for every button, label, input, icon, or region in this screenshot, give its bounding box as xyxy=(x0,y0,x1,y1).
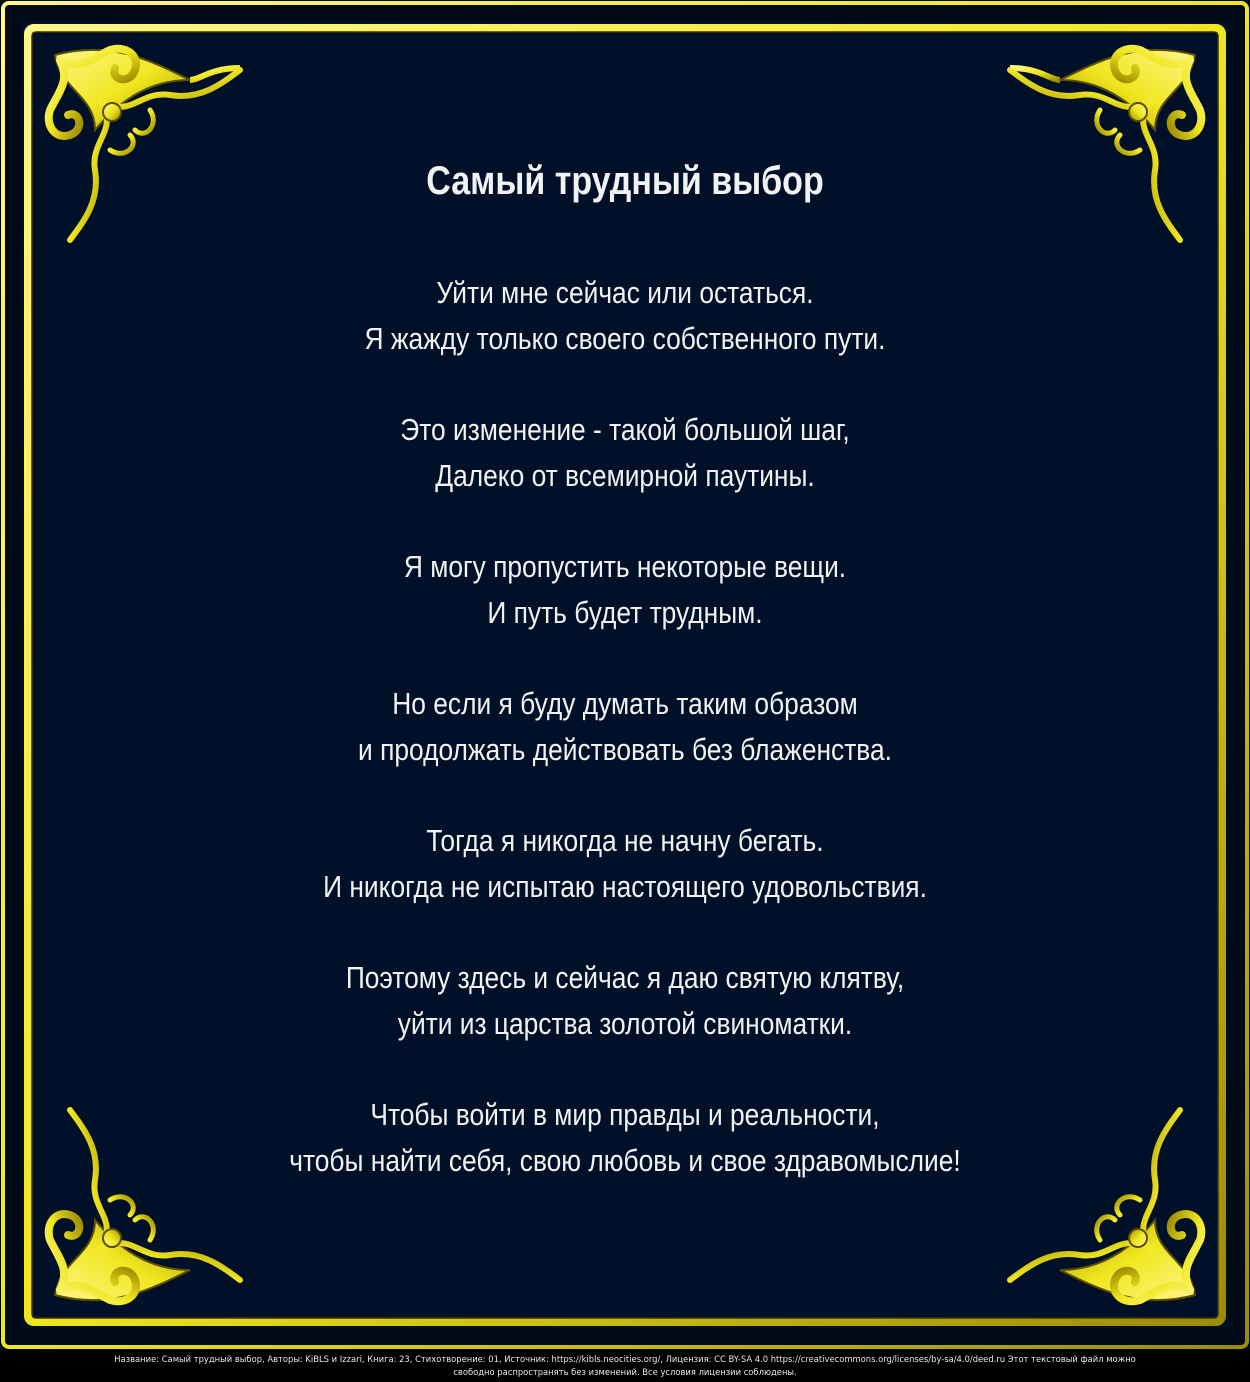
footer-line-2: свободно распространять без изменений. Все условия лицензии соблюдены. xyxy=(453,1367,797,1377)
stanza-5 xyxy=(130,818,1120,910)
poem-line: Поэтому здесь и сейчас я даю святую клятву, xyxy=(345,960,905,995)
stanza-7 xyxy=(130,1092,1120,1184)
poem-stanzas xyxy=(130,270,1120,1184)
poem-line: Но если я буду думать таким образом xyxy=(392,686,858,721)
poem-line: и продолжать действовать без блаженства. xyxy=(358,732,892,767)
stanza-1 xyxy=(130,270,1120,362)
poem xyxy=(130,150,1120,1229)
poem-line: Чтобы войти в мир правды и реальности, xyxy=(370,1097,880,1132)
poem-line: чтобы найти себя, свою любовь и свое здравомыслие! xyxy=(289,1143,961,1178)
poem-line: Это изменение - такой большой шаг, xyxy=(400,412,850,447)
poem-line: уйти из царства золотой свиноматки. xyxy=(397,1006,853,1041)
poem-line: Уйти мне сейчас или остаться. xyxy=(436,275,814,310)
poem-line: Я могу пропустить некоторые вещи. xyxy=(403,549,847,584)
stanza-3 xyxy=(130,544,1120,636)
poem-title: Самый трудный выбор xyxy=(426,159,824,203)
stanza-2 xyxy=(130,407,1120,499)
poem-line: Далеко от всемирной паутины. xyxy=(435,458,815,493)
stanza-4 xyxy=(130,681,1120,773)
poem-line: Я жажду только своего собственного пути. xyxy=(364,321,886,356)
footer-line-1: Название: Самый трудный выбор, Авторы: KiBLS и Izzari, Книга: 23, Стихотворение: 01, Источник: https://kibls.neocities.org/, Лицензия: CC BY-SA 4.0 https://creativecommons.org/licenses/by-sa/4.0/deed.ru Этот текстовый файл можно xyxy=(114,1354,1136,1364)
poem-line: Тогда я никогда не начну бегать. xyxy=(426,823,824,858)
poem-line: И путь будет трудным. xyxy=(487,595,763,630)
stanza-6 xyxy=(130,955,1120,1047)
poem-line: И никогда не испытаю настоящего удовольствия. xyxy=(323,869,927,904)
license-footer xyxy=(0,1350,1250,1382)
